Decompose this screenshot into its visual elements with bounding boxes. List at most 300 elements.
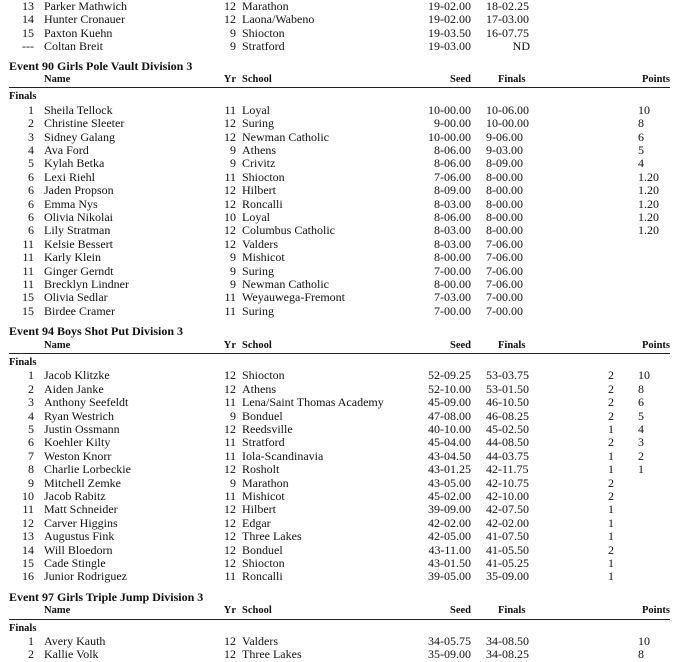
place-cell: 6 <box>28 223 34 238</box>
heat-cell: 2 <box>608 435 614 450</box>
result-row <box>0 517 679 530</box>
school-cell: Three Lakes <box>242 529 302 544</box>
result-row <box>0 570 679 583</box>
year-cell: 11 <box>224 102 236 117</box>
year-cell: 12 <box>224 462 236 477</box>
final-mark: 42-11.75 <box>486 462 529 477</box>
athlete-name: Jacob Klitzke <box>44 368 110 383</box>
place-cell: 5 <box>28 422 34 436</box>
seed-mark: 7-00.00 <box>434 303 471 318</box>
result-row <box>0 635 679 648</box>
final-mark: 46-08.25 <box>486 408 529 423</box>
place-cell: 1 <box>28 368 34 383</box>
seed-mark: 19-03.00 <box>428 39 471 54</box>
final-mark: 44-03.75 <box>486 448 529 463</box>
final-mark: 7-06.00 <box>486 236 523 251</box>
seed-mark: 40-10.00 <box>428 422 471 436</box>
place-cell: 1 <box>28 634 34 648</box>
place-cell: 3 <box>28 129 34 144</box>
school-cell: Roncalli <box>242 196 283 211</box>
place-cell: 2 <box>28 647 34 662</box>
event-title-text: Event 90 Girls Pole Vault Division 3 <box>9 58 193 73</box>
school-cell: Shiocton <box>242 556 285 570</box>
athlete-name: Hunter Cronauer <box>44 12 125 27</box>
points-cell: 10 <box>638 102 650 117</box>
year-cell: 10 <box>224 210 236 224</box>
school-cell: Bonduel <box>242 408 283 423</box>
points-cell: 10 <box>638 368 650 383</box>
place-cell: 12 <box>22 515 34 530</box>
header-seed: Seed <box>450 339 471 351</box>
final-mark: 44-08.50 <box>486 435 529 450</box>
seed-mark: 8-00.00 <box>434 250 471 265</box>
final-mark: 53-01.50 <box>486 381 529 396</box>
header-seed: Seed <box>450 74 471 85</box>
final-mark: 42-02.00 <box>486 515 529 530</box>
heat-cell: 1 <box>608 502 614 517</box>
header-finals: Finals <box>498 339 526 351</box>
final-mark: 41-05.25 <box>486 556 529 570</box>
athlete-name: Weston Knorr <box>44 448 112 463</box>
seed-mark: 8-03.00 <box>434 223 471 238</box>
result-row <box>0 436 679 449</box>
result-row <box>0 278 679 291</box>
school-cell: Valders <box>242 634 278 648</box>
year-cell: 12 <box>224 116 236 131</box>
seed-mark: 7-00.00 <box>434 263 471 278</box>
place-cell: 5 <box>28 156 34 171</box>
header-seed: Seed <box>450 605 471 617</box>
points-cell: 1 <box>638 462 644 477</box>
column-header-row <box>0 604 679 617</box>
heat-cell: 2 <box>608 475 614 490</box>
points-cell: 6 <box>638 395 644 410</box>
finals-label <box>0 356 679 369</box>
year-cell: 12 <box>224 129 236 144</box>
school-cell: Rosholt <box>242 462 280 477</box>
heat-cell: 1 <box>608 462 614 477</box>
school-cell: Athens <box>242 143 276 157</box>
place-cell: 14 <box>22 542 34 557</box>
result-row <box>0 198 679 211</box>
seed-mark: 7-03.00 <box>434 290 471 305</box>
school-cell: Iola-Scandinavia <box>242 448 324 463</box>
header-name: Name <box>44 74 71 85</box>
school-cell: Suring <box>242 116 275 131</box>
result-row <box>0 557 679 570</box>
place-cell: 16 <box>22 569 34 584</box>
year-cell: 12 <box>224 647 236 662</box>
athlete-name: Kylah Betka <box>44 156 105 171</box>
points-cell: 2 <box>638 448 644 463</box>
athlete-name: Ava Ford <box>44 143 89 157</box>
result-row <box>0 396 679 409</box>
result-row <box>0 305 679 318</box>
heat-cell: 1 <box>608 556 614 570</box>
place-cell: 15 <box>22 556 34 570</box>
school-cell: Mishicot <box>242 250 285 265</box>
athlete-name: Jaden Propson <box>44 183 114 198</box>
year-cell: 9 <box>230 263 236 278</box>
result-row <box>0 265 679 278</box>
school-cell: Shiocton <box>242 368 285 383</box>
header-rule <box>9 353 670 354</box>
seed-mark: 42-02.00 <box>428 515 471 530</box>
result-row <box>0 104 679 117</box>
athlete-name: Emma Nys <box>44 196 98 211</box>
heat-cell: 2 <box>608 489 614 503</box>
points-cell: 1.20 <box>638 210 659 224</box>
place-cell: 14 <box>22 12 34 27</box>
year-cell: 12 <box>224 12 236 27</box>
seed-mark: 43-11.00 <box>428 542 471 557</box>
final-mark: 8-09.00 <box>486 156 523 171</box>
school-cell: Crivitz <box>242 156 276 171</box>
school-cell: Weyauwega-Fremont <box>242 290 345 305</box>
athlete-name: Olivia Sedlar <box>44 290 108 305</box>
points-cell: 3 <box>638 435 644 450</box>
result-row <box>0 544 679 557</box>
school-cell: Columbus Catholic <box>242 223 335 238</box>
heat-cell: 1 <box>608 569 614 584</box>
points-cell: 4 <box>638 422 644 436</box>
column-header-row <box>0 339 679 352</box>
points-cell: 6 <box>638 129 644 144</box>
seed-mark: 39-09.00 <box>428 502 471 517</box>
seed-mark: 19-03.50 <box>428 25 471 40</box>
athlete-name: Charlie Lorbeckie <box>44 462 131 477</box>
final-mark: 42-10.00 <box>486 489 529 503</box>
place-cell: 7 <box>28 448 34 463</box>
seed-mark: 34-05.75 <box>428 634 471 648</box>
place-cell: 3 <box>28 395 34 410</box>
points-cell: 1.20 <box>638 196 659 211</box>
seed-mark: 43-01.25 <box>428 462 471 477</box>
year-cell: 9 <box>230 156 236 171</box>
year-cell: 9 <box>230 475 236 490</box>
athlete-name: Ryan Westrich <box>44 408 114 423</box>
seed-mark: 19-02.00 <box>428 12 471 27</box>
result-row <box>0 410 679 423</box>
final-mark: 41-05.50 <box>486 542 529 557</box>
school-cell: Bonduel <box>242 542 283 557</box>
place-cell: 4 <box>28 143 34 157</box>
seed-mark: 43-01.50 <box>428 556 471 570</box>
school-cell: Roncalli <box>242 569 283 584</box>
athlete-name: Matt Schneider <box>44 502 118 517</box>
seed-mark: 42-05.00 <box>428 529 471 544</box>
year-cell: 12 <box>224 515 236 530</box>
year-cell: 11 <box>224 435 236 450</box>
result-row <box>0 144 679 157</box>
school-cell: Marathon <box>242 475 289 490</box>
school-cell: Hilbert <box>242 502 276 517</box>
finals-label-text: Finals <box>9 357 37 368</box>
place-cell: 4 <box>28 408 34 423</box>
result-row <box>0 477 679 490</box>
year-cell: 11 <box>224 169 236 184</box>
athlete-name: Anthony Seefeldt <box>44 395 129 410</box>
place-cell: --- <box>22 39 34 54</box>
final-mark: 18-02.25 <box>486 0 529 13</box>
school-cell: Stratford <box>242 435 285 450</box>
athlete-name: Augustus Fink <box>44 529 115 544</box>
year-cell: 12 <box>224 0 236 13</box>
school-cell: Loyal <box>242 102 270 117</box>
athlete-name: Lily Stratman <box>44 223 111 238</box>
athlete-name: Parker Mathwich <box>44 0 127 13</box>
school-cell: Shiocton <box>242 169 285 184</box>
seed-mark: 45-09.00 <box>428 395 471 410</box>
seed-mark: 52-10.00 <box>428 381 471 396</box>
finals-label <box>0 90 679 103</box>
seed-mark: 52-09.25 <box>428 368 471 383</box>
seed-mark: 8-06.00 <box>434 210 471 224</box>
year-cell: 9 <box>230 25 236 40</box>
seed-mark: 8-06.00 <box>434 156 471 171</box>
seed-mark: 8-03.00 <box>434 236 471 251</box>
result-row <box>0 490 679 503</box>
finals-label <box>0 622 679 635</box>
place-cell: 9 <box>28 475 34 490</box>
heat-cell: 1 <box>608 515 614 530</box>
year-cell: 12 <box>224 529 236 544</box>
year-cell: 9 <box>230 39 236 54</box>
seed-mark: 8-09.00 <box>434 183 471 198</box>
result-row <box>0 463 679 476</box>
header-name: Name <box>44 605 71 617</box>
athlete-name: Cade Stingle <box>44 556 106 570</box>
place-cell: 11 <box>22 263 34 278</box>
athlete-name: Kelsie Bessert <box>44 236 113 251</box>
heat-cell: 2 <box>608 408 614 423</box>
year-cell: 11 <box>224 569 236 584</box>
header-school: School <box>242 339 272 351</box>
year-cell: 9 <box>230 143 236 157</box>
seed-mark: 8-06.00 <box>434 143 471 157</box>
result-row <box>0 224 679 237</box>
school-cell: Newman Catholic <box>242 129 329 144</box>
result-row <box>0 117 679 130</box>
event-title <box>0 591 679 604</box>
result-row <box>0 171 679 184</box>
event-title <box>0 60 679 73</box>
place-cell: 15 <box>22 25 34 40</box>
year-cell: 12 <box>224 422 236 436</box>
final-mark: 7-06.00 <box>486 263 523 278</box>
final-mark: 42-10.75 <box>486 475 529 490</box>
athlete-name: Christine Sleeter <box>44 116 125 131</box>
points-cell: 5 <box>638 143 644 157</box>
school-cell: Suring <box>242 303 275 318</box>
year-cell: 12 <box>224 368 236 383</box>
year-cell: 12 <box>224 381 236 396</box>
points-cell: 10 <box>638 634 650 648</box>
year-cell: 9 <box>230 250 236 265</box>
result-row <box>0 238 679 251</box>
finals-label-text: Finals <box>9 622 37 634</box>
header-school: School <box>242 74 272 85</box>
athlete-name: Brecklyn Lindner <box>44 277 129 291</box>
points-cell: 1.20 <box>638 169 659 184</box>
year-cell: 12 <box>224 183 236 198</box>
seed-mark: 7-06.00 <box>434 169 471 184</box>
final-mark: 41-07.50 <box>486 529 529 544</box>
place-cell: 13 <box>22 529 34 544</box>
year-cell: 12 <box>224 556 236 570</box>
athlete-name: Coltan Breit <box>44 39 103 54</box>
athlete-name: Junior Rodriguez <box>44 569 127 584</box>
heat-cell: 1 <box>608 448 614 463</box>
school-cell: Suring <box>242 263 275 278</box>
seed-mark: 8-00.00 <box>434 277 471 291</box>
seed-mark: 35-09.00 <box>428 647 471 662</box>
school-cell: Athens <box>242 381 276 396</box>
athlete-name: Aiden Janke <box>44 381 104 396</box>
athlete-name: Olivia Nikolai <box>44 210 113 224</box>
heat-cell: 2 <box>608 368 614 383</box>
result-row <box>0 423 679 436</box>
place-cell: 8 <box>28 462 34 477</box>
school-cell: Loyal <box>242 210 270 224</box>
athlete-name: Will Bloedorn <box>44 542 113 557</box>
place-cell: 13 <box>22 0 34 13</box>
final-mark: 7-00.00 <box>486 303 523 318</box>
athlete-name: Ginger Gerndt <box>44 263 114 278</box>
athlete-name: Carver Higgins <box>44 515 118 530</box>
final-mark: 8-00.00 <box>486 183 523 198</box>
event-title <box>0 325 679 338</box>
seed-mark: 10-00.00 <box>428 102 471 117</box>
final-mark: 16-07.75 <box>486 25 529 40</box>
seed-mark: 47-08.00 <box>428 408 471 423</box>
year-cell: 12 <box>224 502 236 517</box>
place-cell: 15 <box>22 290 34 305</box>
heat-cell: 1 <box>608 422 614 436</box>
school-cell: Reedsville <box>242 422 293 436</box>
final-mark: 45-02.50 <box>486 422 529 436</box>
school-cell: Newman Catholic <box>242 277 329 291</box>
athlete-name: Sheila Tellock <box>44 102 113 117</box>
place-cell: 6 <box>28 196 34 211</box>
result-row <box>0 450 679 463</box>
school-cell: Hilbert <box>242 183 276 198</box>
result-row <box>0 503 679 516</box>
final-mark: 46-10.50 <box>486 395 529 410</box>
result-row <box>0 131 679 144</box>
place-cell: 2 <box>28 116 34 131</box>
final-mark: ND <box>512 39 530 54</box>
result-row <box>0 251 679 264</box>
result-row <box>0 0 679 13</box>
final-mark: 7-06.00 <box>486 250 523 265</box>
final-mark: 53-03.75 <box>486 368 529 383</box>
seed-mark: 45-04.00 <box>428 435 471 450</box>
points-cell: 4 <box>638 156 644 171</box>
athlete-name: Koehler Kilty <box>44 435 111 450</box>
result-row <box>0 211 679 224</box>
final-mark: 9-03.00 <box>486 143 523 157</box>
year-cell: 11 <box>224 290 236 305</box>
seed-mark: 19-02.00 <box>428 0 471 13</box>
final-mark: 9-06.00 <box>486 129 523 144</box>
header-points: Points <box>641 605 670 617</box>
header-rule <box>9 619 670 620</box>
place-cell: 6 <box>28 183 34 198</box>
final-mark: 8-00.00 <box>486 196 523 211</box>
place-cell: 15 <box>22 303 34 318</box>
final-mark: 8-00.00 <box>486 223 523 238</box>
result-row <box>0 40 679 53</box>
points-cell: 8 <box>638 647 644 662</box>
header-finals: Finals <box>498 74 526 85</box>
final-mark: 42-07.50 <box>486 502 529 517</box>
seed-mark: 39-05.00 <box>428 569 471 584</box>
year-cell: 11 <box>224 303 236 318</box>
athlete-name: Avery Kauth <box>44 634 106 648</box>
final-mark: 17-03.00 <box>486 12 529 27</box>
school-cell: Three Lakes <box>242 647 302 662</box>
event-title-text: Event 97 Girls Triple Jump Division 3 <box>9 589 204 604</box>
header-points: Points <box>641 339 670 351</box>
place-cell: 11 <box>22 502 34 517</box>
result-row <box>0 648 679 661</box>
final-mark: 10-00.00 <box>486 116 529 131</box>
place-cell: 2 <box>28 381 34 396</box>
place-cell: 11 <box>22 236 34 251</box>
header-school: School <box>242 605 272 617</box>
points-cell: 8 <box>638 381 644 396</box>
heat-cell: 2 <box>608 395 614 410</box>
seed-mark: 10-00.00 <box>428 129 471 144</box>
heat-cell: 2 <box>608 542 614 557</box>
header-year: Yr <box>223 74 236 85</box>
school-cell: Valders <box>242 236 278 251</box>
final-mark: 7-00.00 <box>486 290 523 305</box>
seed-mark: 43-05.00 <box>428 475 471 490</box>
header-points: Points <box>641 74 670 85</box>
header-year: Yr <box>223 605 236 617</box>
year-cell: 12 <box>224 634 236 648</box>
school-cell: Marathon <box>242 0 289 13</box>
school-cell: Stratford <box>242 39 285 54</box>
athlete-name: Jacob Rabitz <box>44 489 106 503</box>
place-cell: 11 <box>22 277 34 291</box>
athlete-name: Justin Ossmann <box>44 422 120 436</box>
athlete-name: Lexi Riehl <box>44 169 95 184</box>
header-finals: Finals <box>498 605 526 617</box>
athlete-name: Sidney Galang <box>44 129 115 144</box>
athlete-name: Mitchell Zemke <box>44 475 121 490</box>
year-cell: 11 <box>224 489 236 503</box>
athlete-name: Karly Klein <box>44 250 101 265</box>
year-cell: 12 <box>224 542 236 557</box>
seed-mark: 43-04.50 <box>428 448 471 463</box>
place-cell: 6 <box>28 435 34 450</box>
place-cell: 6 <box>28 210 34 224</box>
final-mark: 10-06.00 <box>486 102 529 117</box>
result-row <box>0 13 679 26</box>
place-cell: 11 <box>22 250 34 265</box>
place-cell: 10 <box>22 489 34 503</box>
seed-mark: 9-00.00 <box>434 116 471 131</box>
final-mark: 8-00.00 <box>486 210 523 224</box>
result-row <box>0 369 679 382</box>
result-row <box>0 383 679 396</box>
result-row <box>0 157 679 170</box>
result-row <box>0 27 679 40</box>
heat-cell: 1 <box>608 529 614 544</box>
